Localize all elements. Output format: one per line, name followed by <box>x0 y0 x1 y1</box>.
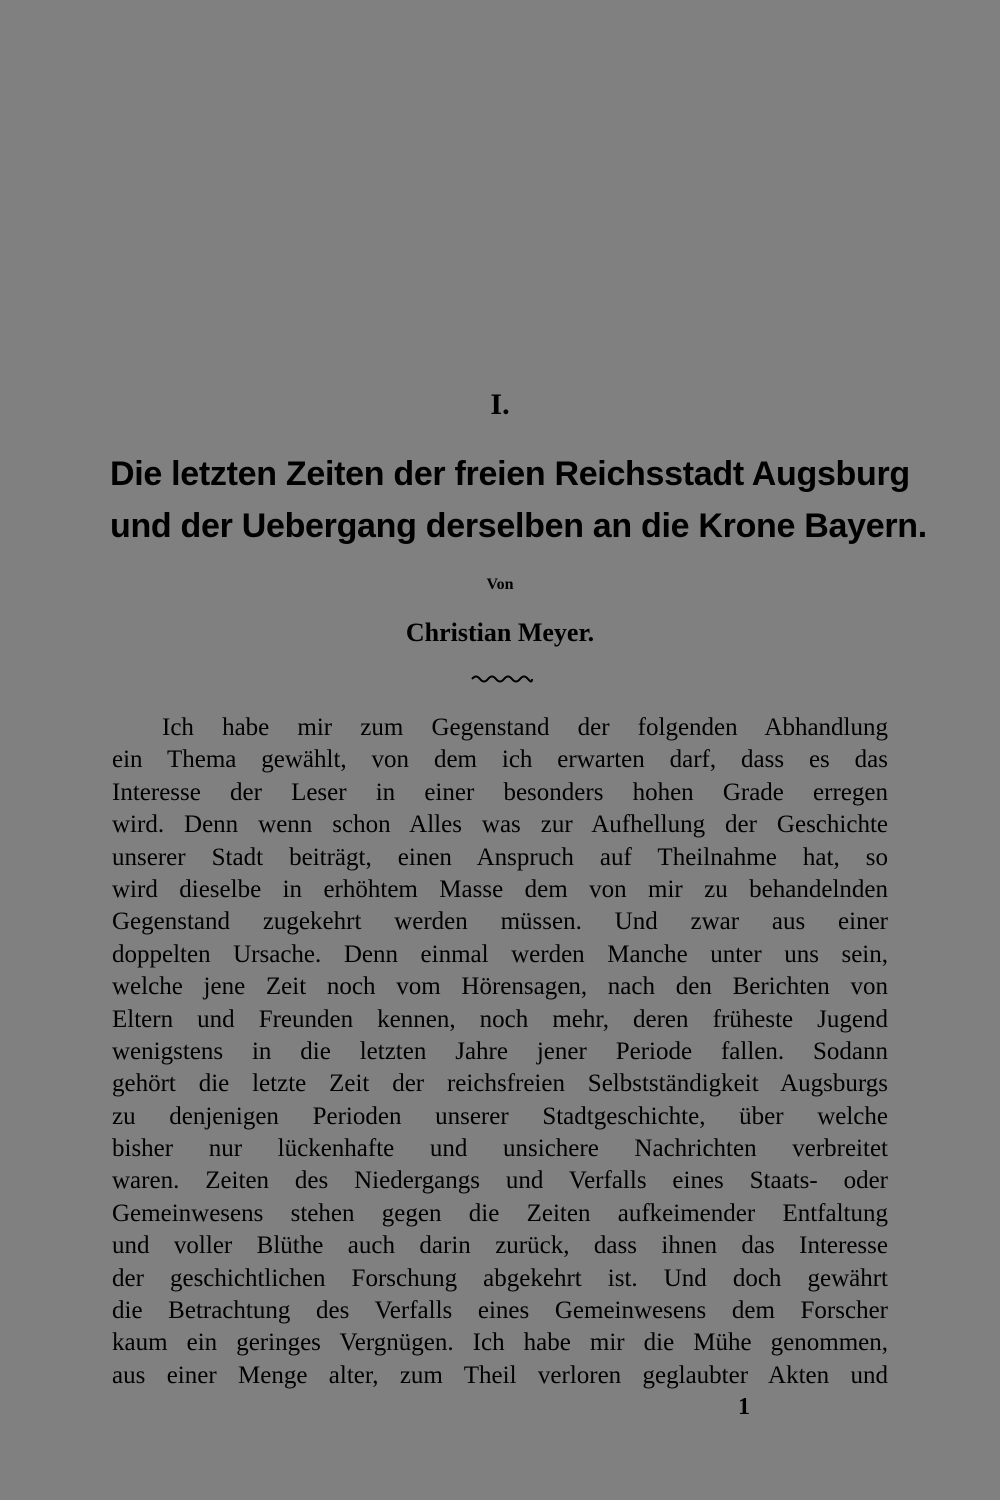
chapter-number: I. <box>490 388 510 421</box>
body-line: gehört die letzte Zeit der reichsfreien Selbstständigkeit Augsburgs <box>112 1070 888 1098</box>
by-line: Von <box>486 576 514 593</box>
page-number: 1 <box>738 1394 750 1420</box>
body-line: ein Thema gewählt, von dem ich erwarten darf, dass es das <box>112 746 888 774</box>
body-line: wird. Denn wenn schon Alles was zur Aufhellung der Geschichte <box>112 811 888 839</box>
body-line: zu denjenigen Perioden unserer Stadtgeschichte, über welche <box>112 1102 888 1130</box>
body-line: Interesse der Leser in einer besonders hohen Grade erregen <box>112 778 888 806</box>
body-line: welche jene Zeit noch vom Hörensagen, nach den Berichten von <box>112 973 888 1001</box>
body-line: wird dieselbe in erhöhtem Masse dem von mir zu behandelnden <box>112 875 888 903</box>
body-line: Eltern und Freunden kennen, noch mehr, deren früheste Jugend <box>112 1005 888 1033</box>
author-name: Christian Meyer. <box>405 618 595 647</box>
wavy-ornament-divider <box>470 672 534 686</box>
body-line: der geschichtlichen Forschung abgekehrt ist. Und doch gewährt <box>112 1264 888 1292</box>
body-line: waren. Zeiten des Niedergangs und Verfalls eines Staats- oder <box>112 1167 888 1195</box>
body-line: aus einer Menge alter, zum Theil verloren geglaubter Akten und <box>112 1361 888 1389</box>
body-line: Gegenstand zugekehrt werden müssen. Und zwar aus einer <box>112 908 888 936</box>
chapter-title-line-2: und der Uebergang derselben an die Krone Bayern. <box>110 507 927 545</box>
body-line: doppelten Ursache. Denn einmal werden Manche unter uns sein, <box>112 940 888 968</box>
body-line: und voller Blüthe auch darin zurück, dass ihnen das Interesse <box>112 1232 888 1260</box>
body-line: kaum ein geringes Vergnügen. Ich habe mir die Mühe genommen, <box>112 1329 888 1357</box>
body-line: Ich habe mir zum Gegenstand der folgenden Abhandlung <box>162 714 888 741</box>
chapter-title <box>110 448 927 552</box>
body-line: die Betrachtung des Verfalls eines Gemeinwesens dem Forscher <box>112 1297 888 1325</box>
chapter-title-line-1: Die letzten Zeiten der freien Reichsstadt Augsburg <box>110 455 910 493</box>
body-line: unserer Stadt beiträgt, einen Anspruch auf Theilnahme hat, so <box>112 843 888 871</box>
body-line: bisher nur lückenhafte und unsichere Nachrichten verbreitet <box>112 1135 888 1163</box>
body-paragraph <box>112 712 888 1392</box>
body-line: Gemeinwesens stehen gegen die Zeiten aufkeimender Entfaltung <box>112 1199 888 1227</box>
body-line: wenigstens in die letzten Jahre jener Periode fallen. Sodann <box>112 1037 888 1065</box>
